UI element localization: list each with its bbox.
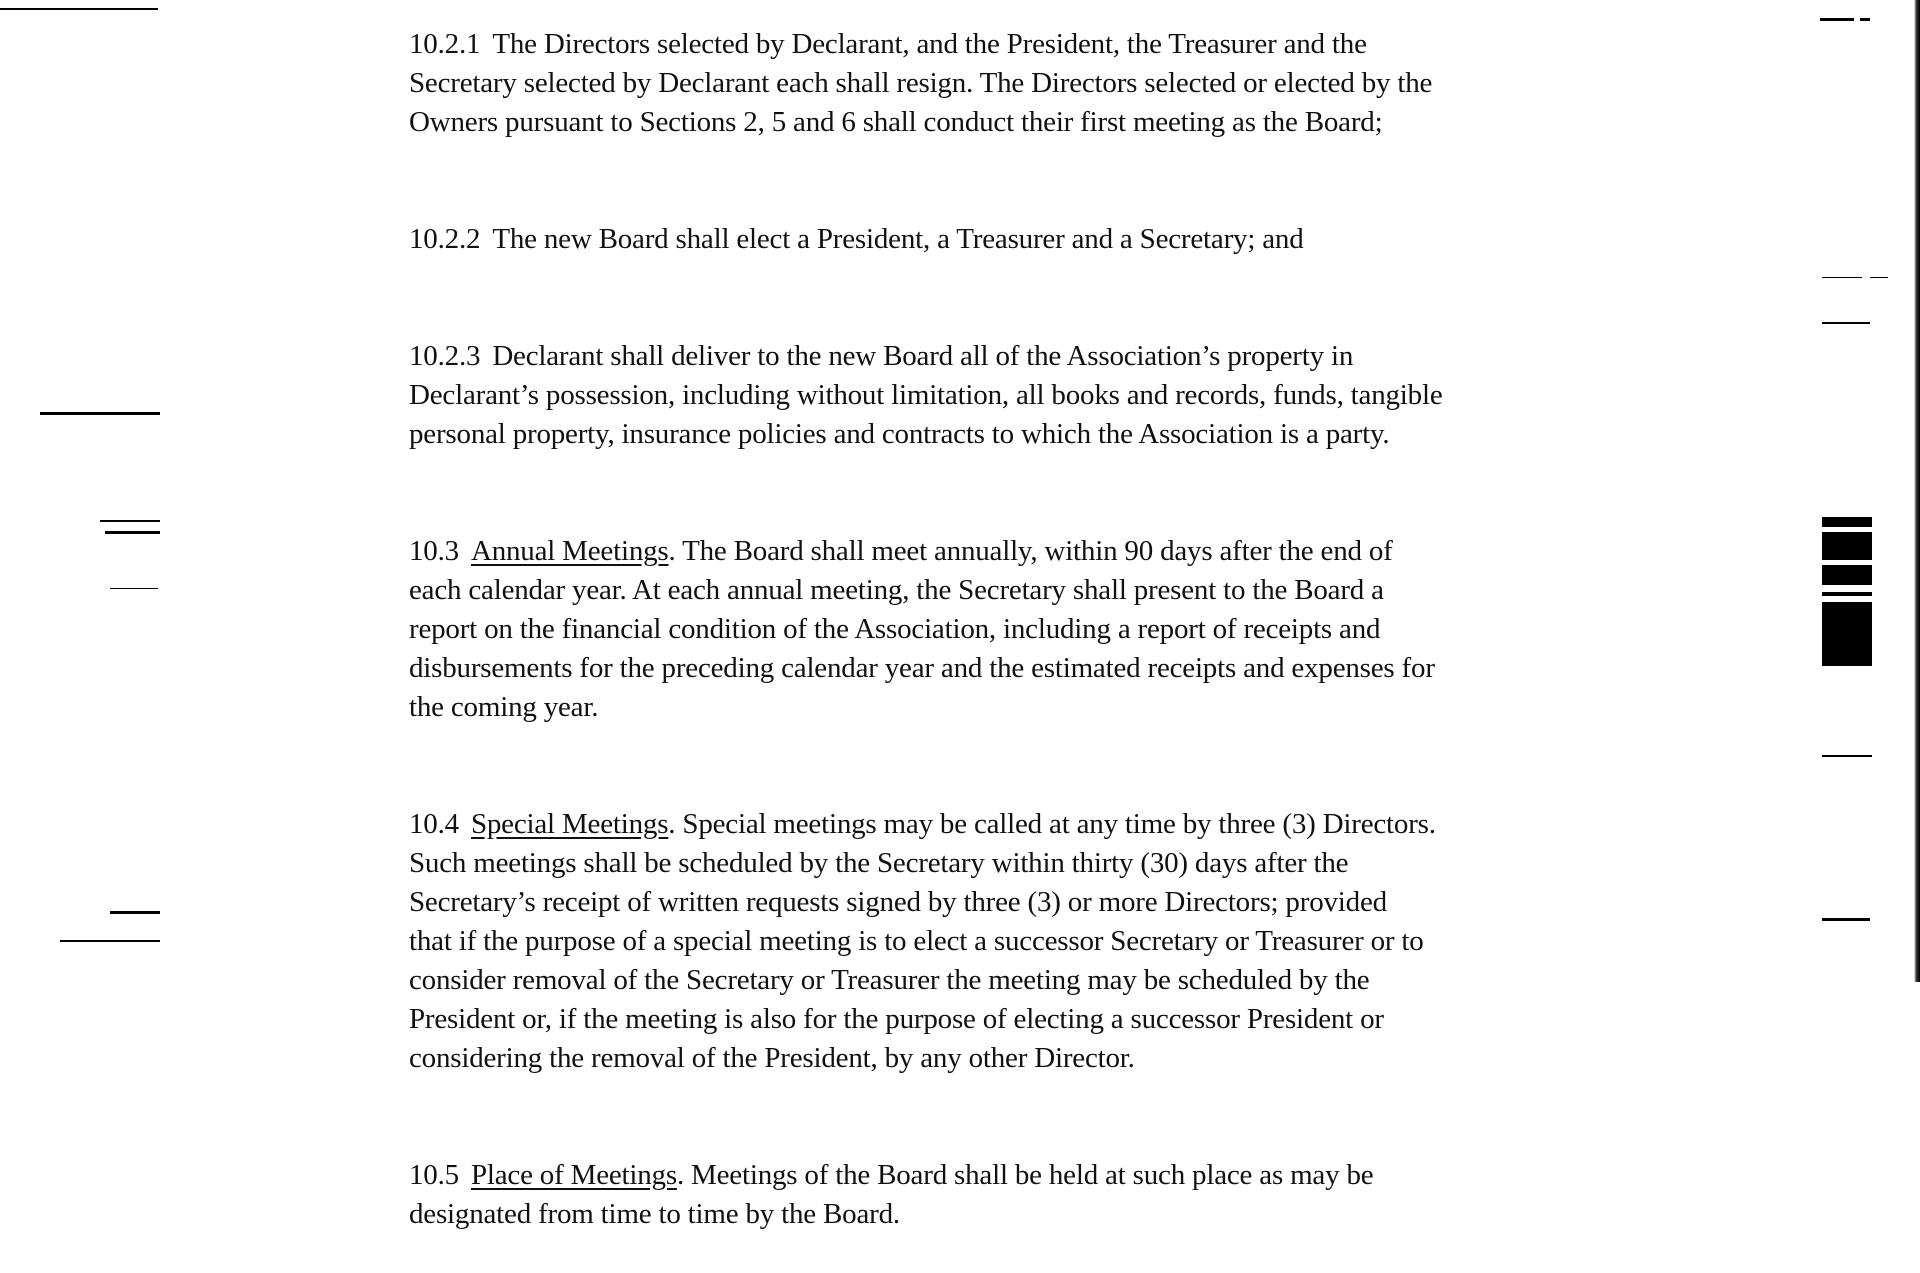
- scan-mark: [1870, 277, 1888, 278]
- paragraph-number: 10.3: [409, 535, 459, 567]
- scan-mark: [60, 940, 160, 942]
- scan-mark: [110, 588, 158, 589]
- section-heading: Annual Meetings: [470, 535, 669, 567]
- paragraph-number: 10.2.2: [409, 223, 481, 255]
- paragraph-10-2-3: [409, 298, 1589, 454]
- scan-mark: [1822, 532, 1872, 560]
- paragraph-10-4: [409, 766, 1589, 1078]
- scan-mark: [1822, 755, 1872, 757]
- paragraph-number: 10.2.3: [409, 340, 481, 372]
- scan-mark: [105, 531, 160, 534]
- scan-mark: [110, 911, 160, 914]
- paragraph-text: Declarant shall deliver to the new Board all of the Association’s property in Declarant’s possession, including without limitation, all books and records, funds, tangible personal property, insurance policies and contracts to which the Association is a party.: [409, 340, 1443, 450]
- scan-mark: [1822, 918, 1870, 921]
- scan-mark: [0, 8, 158, 10]
- paragraph-number: 10.5: [409, 1159, 459, 1191]
- scan-mark: [1822, 517, 1872, 527]
- scan-mark: [1822, 277, 1862, 278]
- paragraph-text: The new Board shall elect a President, a Treasurer and a Secretary; and: [492, 223, 1304, 255]
- paragraph-10-2-2: [409, 181, 1589, 259]
- section-heading: Special Meetings: [470, 808, 669, 840]
- scan-mark: [1822, 322, 1870, 324]
- paragraph-text: The Directors selected by Declarant, and the President, the Treasurer and the Secretary selected by Declarant each shall resign. The Directors selected or elected by the Owners pursuant to Sections 2, 5 and 6 shall conduct their first meeting as the Board;: [409, 28, 1433, 138]
- scan-mark: [1822, 592, 1872, 596]
- paragraph-10-3: [409, 493, 1589, 727]
- scan-mark: [1860, 18, 1870, 21]
- scan-mark: [1822, 565, 1872, 585]
- paragraph-number: 10.4: [409, 808, 459, 840]
- paragraph-text: . The Board shall meet annually, within 90 days after the end of each calendar year. At each annual meeting, the Secretary shall present to the Board a report on the financial condition of the Association, including a report of receipts and disbursements for the preceding calendar year and the estimated receipts and expenses for the coming year.: [409, 535, 1435, 723]
- section-heading: Place of Meetings: [470, 1159, 677, 1191]
- paragraph-text: . Meetings of the Board shall be held at such place as may be designated from time to time by the Board.: [409, 1159, 1374, 1230]
- scan-mark: [100, 520, 160, 522]
- scan-mark: [1822, 602, 1872, 666]
- scan-mark: [1820, 18, 1854, 21]
- paragraph-10-5: [409, 1117, 1589, 1234]
- paragraph-10-2-1: [409, 0, 1589, 142]
- document-body: [409, 0, 1589, 1273]
- paragraph-text: . Special meetings may be called at any time by three (3) Directors. Such meetings shall be scheduled by the Secretary within thirty (30) days after the Secretary’s receipt of written requests signed by three (3) or more Directors; provided that if the purpose of a special meeting is to elect a successor Secretary or Treasurer or to consider removal of the Secretary or Treasurer the meeting may be scheduled by the President or, if the meeting is also for the purpose of electing a successor President or considering the removal of the President, by any other Director.: [409, 808, 1436, 1074]
- scan-edge: [1914, 0, 1920, 982]
- paragraph-number: 10.2.1: [409, 28, 481, 60]
- scan-mark: [40, 412, 160, 415]
